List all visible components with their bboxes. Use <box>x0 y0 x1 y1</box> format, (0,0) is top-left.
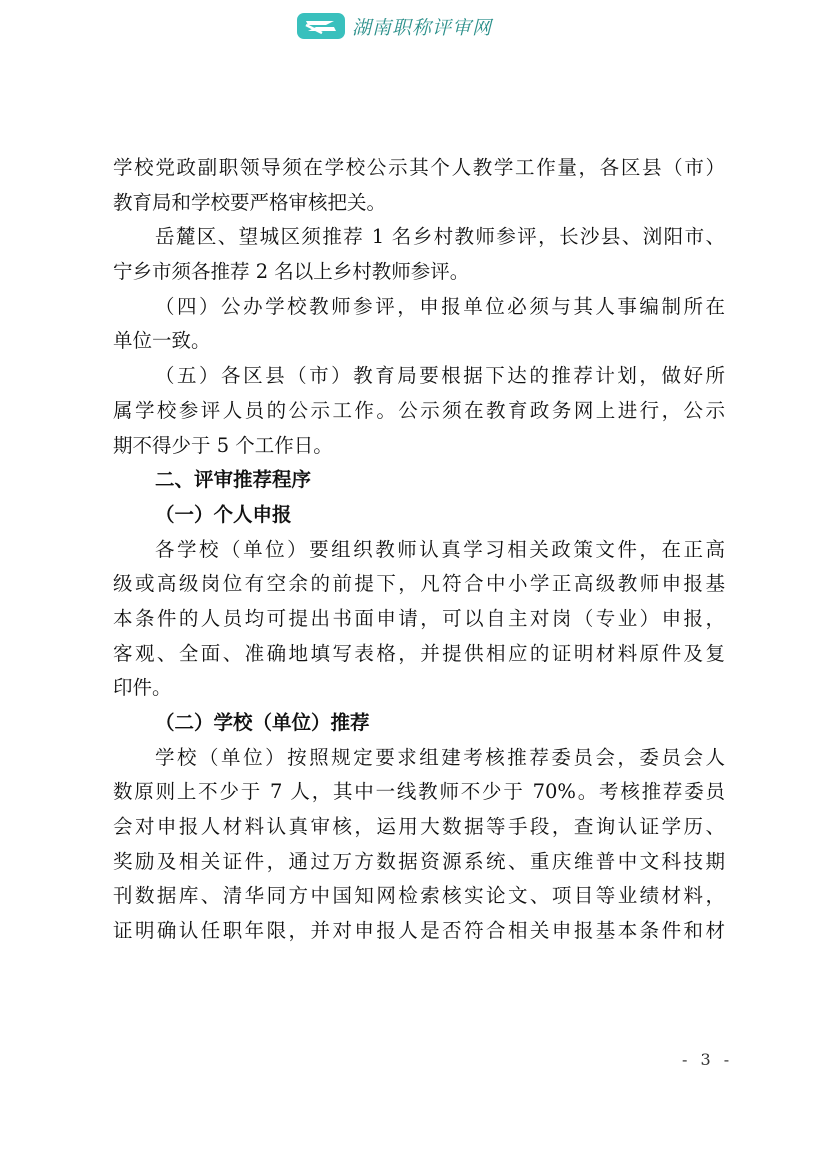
document-body <box>113 151 725 949</box>
paragraph-line: 属学校参评人员的公示工作。公示须在教育政务网上进行，公示 <box>113 398 725 422</box>
paragraph-line: 各学校（单位）要组织教师认真学习相关政策文件，在正高 <box>155 537 725 561</box>
paragraph-line: 数原则上不少于 7 人，其中一线教师不少于 70%。考核推荐委员 <box>113 780 725 804</box>
paragraph-line: 刊数据库、清华同方中国知网检索核实论文、项目等业绩材料， <box>113 884 725 908</box>
section-heading: 二、评审推荐程序 <box>155 468 312 492</box>
paragraph-line: 会对申报人材料认真审核，运用大数据等手段，查询认证学历、 <box>113 815 725 839</box>
paragraph-line: 印件。 <box>113 676 172 700</box>
page-number: - 3 - <box>682 1050 734 1069</box>
site-name: 湖南职称评审网 <box>352 16 493 39</box>
site-logo-icon <box>296 11 346 41</box>
paragraph-line: 级或高级岗位有空余的前提下，凡符合中小学正高级教师申报基 <box>113 572 725 596</box>
paragraph-line: （四）公办学校教师参评，申报单位必须与其人事编制所在 <box>155 294 725 318</box>
site-header <box>296 10 492 42</box>
paragraph-line: 教育局和学校要严格审核把关。 <box>113 190 387 214</box>
paragraph-line: 宁乡市须各推荐 2 名以上乡村教师参评。 <box>113 260 470 284</box>
section-heading: （二）学校（单位）推荐 <box>155 711 370 734</box>
paragraph-line: （五）各区县（市）教育局要根据下达的推荐计划，做好所 <box>155 364 725 388</box>
paragraph-line: 学校（单位）按照规定要求组建考核推荐委员会，委员会人 <box>155 745 725 769</box>
paragraph-line: 期不得少于 5 个工作日。 <box>113 433 333 457</box>
paragraph-line: 学校党政副职领导须在学校公示其个人教学工作量，各区县（市） <box>113 156 725 179</box>
section-heading: （一）个人申报 <box>155 502 292 526</box>
paragraph-line: 奖励及相关证件，通过万方数据资源系统、重庆维普中文科技期 <box>113 849 725 873</box>
paragraph-line: 本条件的人员均可提出书面申请，可以自主对岗（专业）申报， <box>113 606 725 630</box>
paragraph-line: 岳麓区、望城区须推荐 1 名乡村教师参评，长沙县、浏阳市、 <box>155 225 725 249</box>
paragraph-line: 单位一致。 <box>113 329 211 353</box>
paragraph-line: 客观、全面、准确地填写表格，并提供相应的证明材料原件及复 <box>113 641 725 665</box>
paragraph-line: 证明确认任职年限，并对申报人是否符合相关申报基本条件和材 <box>113 919 725 943</box>
